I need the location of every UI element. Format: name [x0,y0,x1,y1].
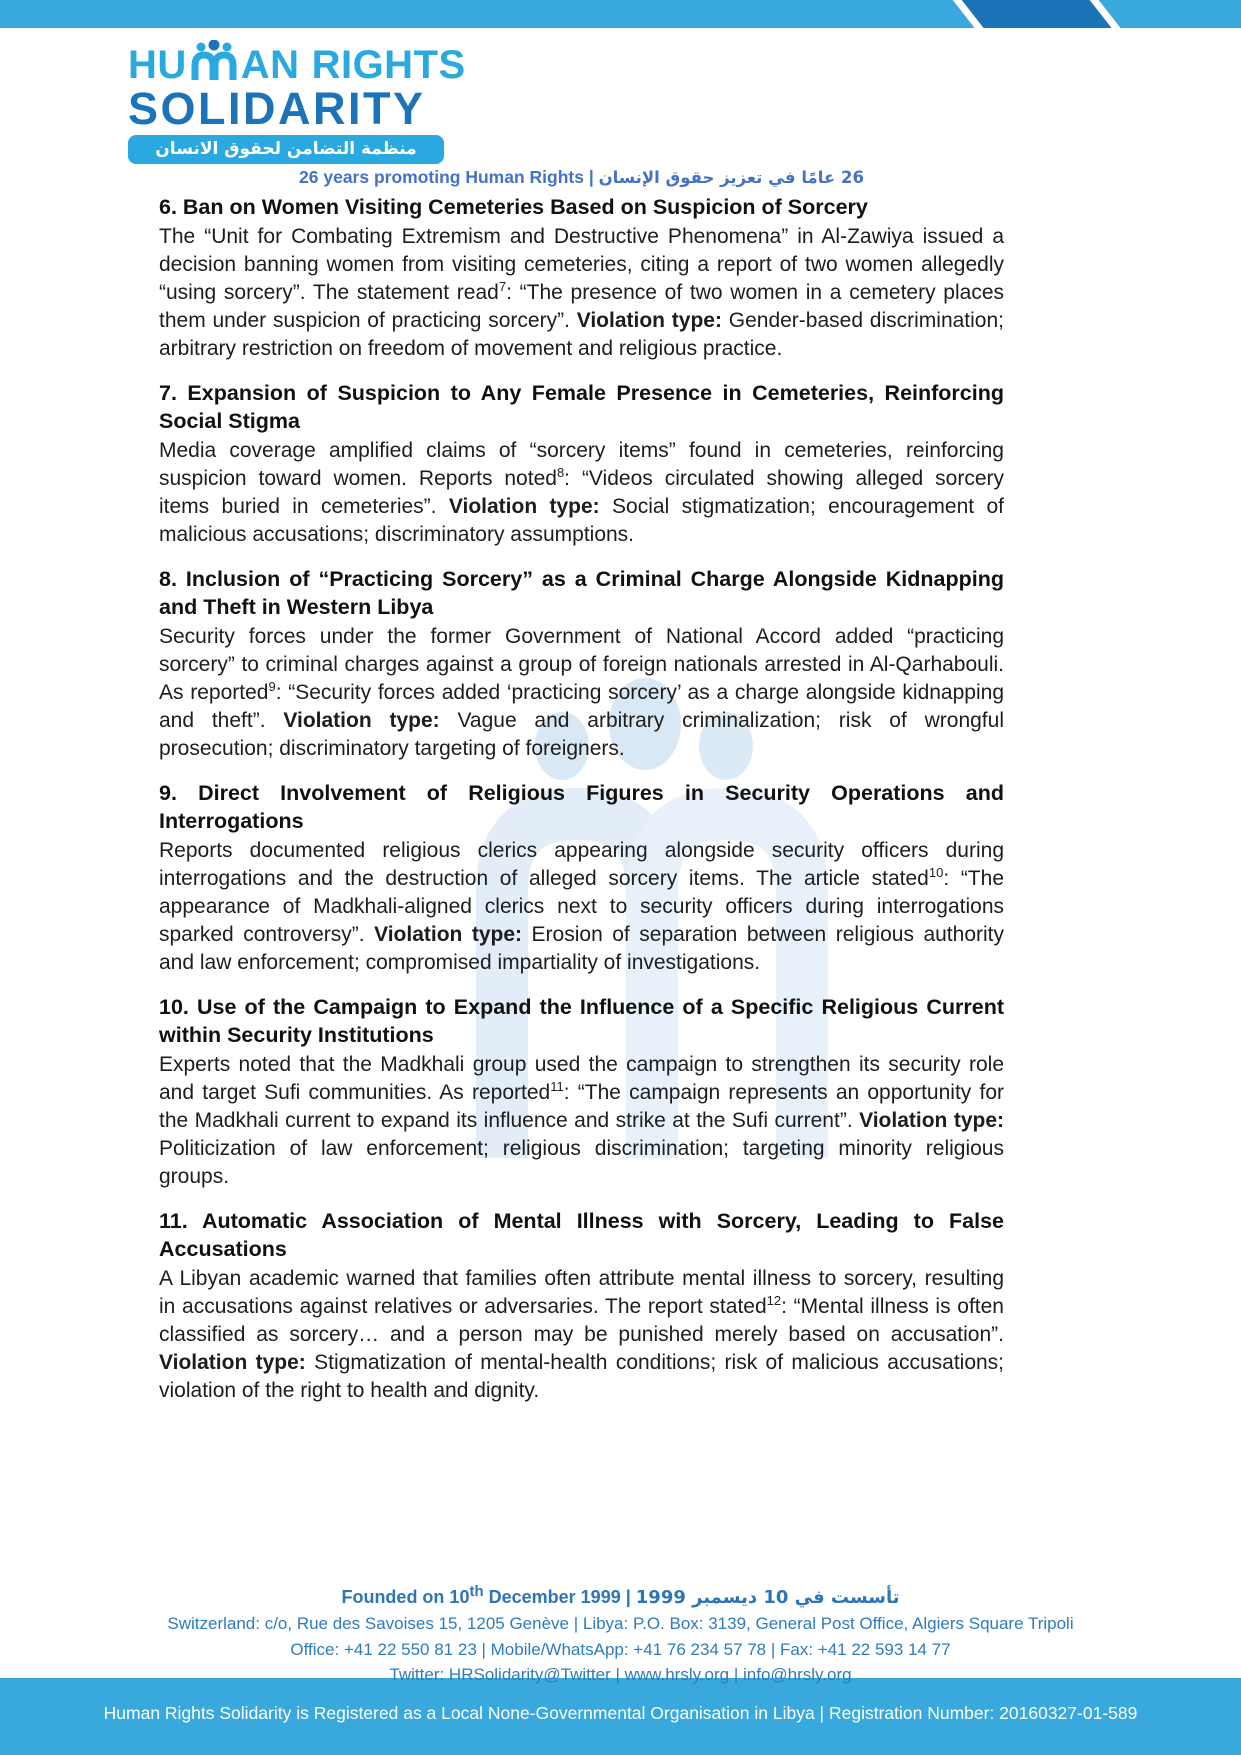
violation-type-label: Violation type: [283,709,440,732]
footnote-ref: 7 [498,279,507,294]
top-bar-accent-parallelogram [948,0,1128,28]
registration-bar [0,1678,1241,1755]
body-text-run: Experts noted that the Madkhali group used the campaign to strengthen its security role and target Sufi communities. As reported [159,1053,1004,1104]
org-logo [128,40,466,164]
section-heading: 10. Use of the Campaign to Expand the Influence of a Specific Religious Current within Security Institutions [159,995,1004,1047]
body-text-run: Security forces under the former Government of National Accord added “practicing sorcery” to criminal charges against a group of foreign nationals arrested in Al-Qarhabouli. As reported [159,625,1004,704]
footnote-ref: 9 [268,679,276,694]
body-text-run: Social stigmatization; encouragement of malicious accusations; discriminatory assumptions. [159,495,1004,546]
logo-word-rights: RIGHTS [311,43,466,87]
founded-arabic: تأسست في 10 ديسمبر 1999 [635,1587,900,1608]
logo-word-hu: HU [128,43,187,87]
section-heading: 11. Automatic Association of Mental Illness with Sorcery, Leading to False Accusations [159,1209,1004,1261]
footnote-ref: 8 [556,465,565,480]
footnote-ref: 11 [550,1079,564,1094]
section-body [159,623,1004,763]
footer [0,1578,1241,1688]
violation-type-label: Violation type: [159,1351,306,1374]
logo-human-rights [128,40,466,87]
section-heading: 9. Direct Involvement of Religious Figures in Security Operations and Interrogations [159,781,1004,833]
section-body [159,1265,1004,1405]
violation-section [159,379,1004,549]
violation-sections-list [159,193,1004,1405]
section-heading: 6. Ban on Women Visiting Cemeteries Based on Suspicion of Sorcery [159,195,868,219]
body-text-run: : “The appearance of Madkhali-aligned clerics next to security officers during interrogations sparked controversy”. [159,867,1004,946]
online-contacts-line: Twitter: HRSolidarity@Twitter | www.hrsly.org | info@hrsly.org [389,1665,852,1684]
violation-type-label: Violation type: [374,923,523,946]
people-m-icon [188,40,240,80]
violation-section [159,1207,1004,1405]
section-body [159,223,1004,363]
section-body [159,1051,1004,1191]
tagline [159,166,1004,189]
violation-type-label: Violation type: [576,309,722,332]
body-text-run: : “The presence of two women in a cemetery places them under suspicion of practicing sorcery”. [159,281,1005,332]
body-text-run: : “Videos circulated showing alleged sorcery items buried in cemeteries”. [159,467,1005,518]
violation-section [159,565,1004,763]
body-text-run: : “Security forces added ‘practicing sorcery’ as a charge alongside kidnapping and theft”. [159,681,1004,732]
section-body [159,437,1004,549]
body-text-run: Reports documented religious clerics appearing alongside security officers during interrogations and the destruction of alleged sorcery items. The article stated [159,839,1004,890]
body-text-run: Erosion of separation between religious authority and law enforcement; compromised impartiality of investigations. [159,923,1004,974]
founded-ordinal: th [469,1583,484,1600]
section-heading: 8. Inclusion of “Practicing Sorcery” as a Criminal Charge Alongside Kidnapping and Theft in Western Libya [159,567,1004,619]
body-text-run: : “The campaign represents an opportunity for the Madkhali current to expand its influence and strike at the Sufi current”. [159,1081,1004,1132]
phones-line: Office: +41 22 550 81 23 | Mobile/WhatsApp: +41 76 234 57 78 | Fax: +41 22 593 14 77 [290,1639,951,1659]
logo-word-an: AN [240,43,300,87]
footnote-ref: 10 [928,865,944,880]
body-text-run: Politicization of law enforcement; religious discrimination; targeting minority religious groups. [159,1137,1004,1188]
violation-type-label: Violation type: [448,495,600,518]
violation-section [159,993,1004,1191]
body-text-run: A Libyan academic warned that families often attribute mental illness to sorcery, resulting in accusations against relatives or adversaries. The report stated [159,1267,1004,1318]
body-text-run: Media coverage amplified claims of “sorcery items” found in cemeteries, reinforcing suspicion toward women. Reports noted [159,439,1004,490]
logo-arabic-banner: منظمة التضامن لحقوق الانسان [128,135,444,164]
founded-line [0,1578,1241,1611]
address-line: Switzerland: c/o, Rue des Savoises 15, 1205 Genève | Libya: P.O. Box: 3139, General Post Office, Algiers Square Tripoli [167,1614,1074,1633]
body-text-run: : “Mental illness is often classified as sorcery… and a person may be punished merely based on accusation”. [159,1295,1004,1346]
tagline-english: 26 years promoting Human Rights [299,167,584,187]
body-text-run: The “Unit for Combating Extremism and Destructive Phenomena” in Al-Zawiya issued a decision banning women from visiting cemeteries, citing a report of two women allegedly “using sorcery”. The statement read [159,225,1004,304]
section-body [159,837,1004,977]
founded-date: December 1999 | [483,1587,636,1607]
registration-text: Human Rights Solidarity is Registered as a Local None-Governmental Organisation in Libya | Registration Number: 20160327-01-589 [103,1703,1138,1723]
violation-section [159,779,1004,977]
body-text-run: Vague and arbitrary criminalization; risk of wrongful prosecution; discriminatory targeting of foreigners. [159,709,1004,760]
section-heading: 7. Expansion of Suspicion to Any Female Presence in Cemeteries, Reinforcing Social Stigma [159,381,1004,433]
document-content [159,166,1004,1405]
tagline-separator: | [583,167,599,187]
violation-section [159,193,1004,363]
body-text-run: Gender-based discrimination; arbitrary restriction on freedom of movement and religious practice. [159,309,1005,360]
top-decor-bar [0,0,1241,28]
footnote-ref: 12 [766,1293,782,1308]
tagline-arabic: 26 عامًا في تعزيز حقوق الإنسان [598,168,864,187]
logo-solidarity: SOLIDARITY [128,83,426,134]
founded-text: Founded on 10 [341,1587,470,1607]
body-text-run: Stigmatization of mental-health conditions; risk of malicious accusations; violation of the right to health and dignity. [159,1351,1005,1402]
violation-type-label: Violation type: [859,1109,1004,1132]
